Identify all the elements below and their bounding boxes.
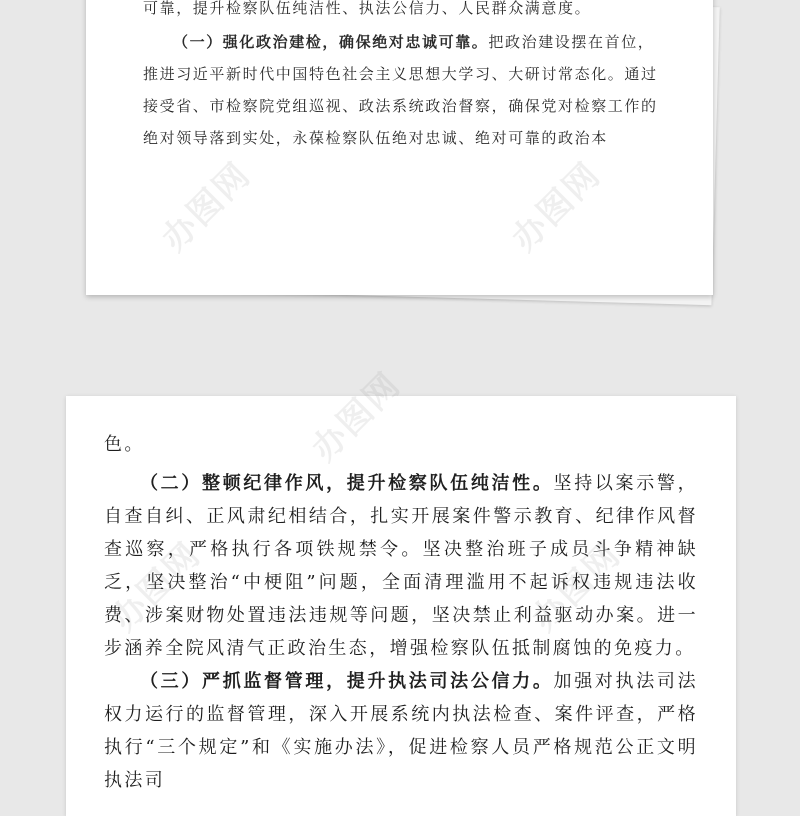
bottom-paragraph-2 — [104, 467, 698, 665]
section-heading-1: （一）强化政治建检，确保绝对忠诚可靠。 — [173, 33, 489, 51]
section-body-1: 把政治建设摆在首位，推进习近平新时代中国特色社会主义思想大学习、大研讨常态化。通过接受省、市检察院党组巡视、政法系统政治督察，确保党对检察工作的绝对领导落到实处，永葆检察队伍绝对忠诚、绝对可靠的政治本 — [143, 33, 658, 147]
section-heading-2: （二）整顿纪律作风，提升检察队伍纯洁性。 — [140, 473, 554, 494]
bottom-page-body — [104, 428, 698, 797]
top-page-first-line: 可靠，提升检察队伍纯洁性、执法公信力、人民群众满意度。 — [143, 0, 592, 17]
bottom-first-line: 色。 — [104, 434, 145, 455]
top-paragraph-1 — [143, 26, 663, 154]
section-heading-3: （三）严抓监督管理，提升执法司法公信力。 — [140, 671, 554, 692]
top-page-body — [143, 26, 663, 154]
section-body-2: 坚持以案示警，自查自纠、正风肃纪相结合，扎实开展案件警示教育、纪律作风督查巡察，严格执行各项铁规禁令。坚决整治班子成员斗争精神缺乏，坚决整治“中梗阻”问题，全面清理滥用不起诉权违规违法收费、涉案财物处置违法违规等问题，坚决禁止利益驱动办案。进一步涵养全院风清气正政治生态，增强检察队伍抵制腐蚀的免疫力。 — [104, 473, 698, 659]
bottom-paragraph-3 — [104, 665, 698, 797]
section-body-3: 加强对执法司法权力运行的监督管理，深入开展系统内执法检查、案件评查，严格执行“三个规定”和《实施办法》，促进检察人员严格规范公正文明执法司 — [104, 671, 698, 791]
